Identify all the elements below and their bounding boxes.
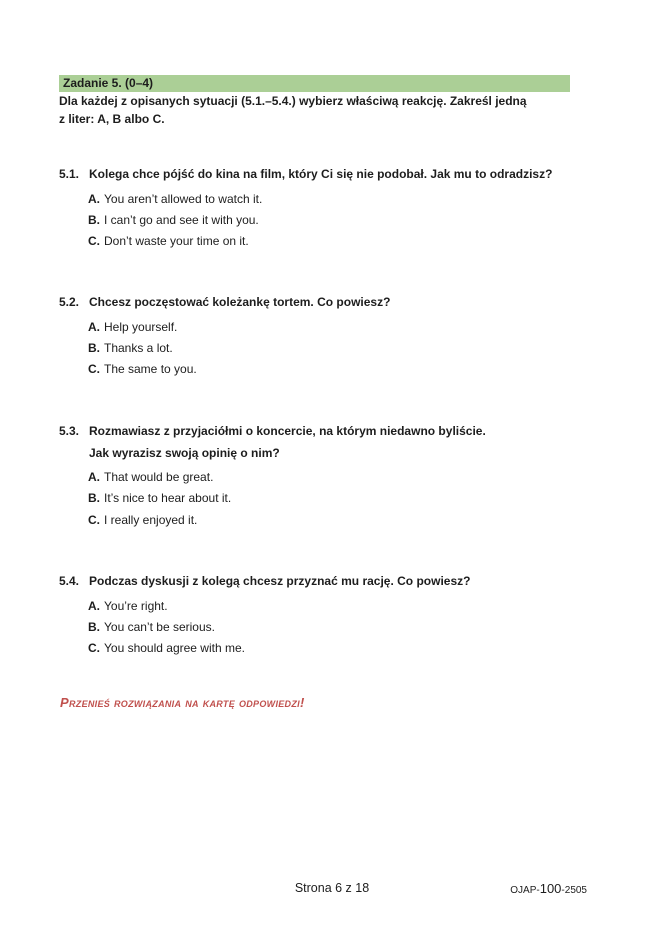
option-text: Don’t waste your time on it. <box>104 234 249 249</box>
option-letter: B. <box>88 340 100 355</box>
question-head <box>59 292 599 314</box>
option-text: You can’t be serious. <box>104 619 215 634</box>
option-text: The same to you. <box>104 362 197 377</box>
option-a <box>88 467 599 488</box>
option-text: That would be great. <box>104 470 214 484</box>
option-text: Thanks a lot. <box>104 340 173 355</box>
option-a <box>88 189 599 210</box>
question-5-3 <box>59 421 599 531</box>
page-number: Strona 6 z 18 <box>294 881 370 895</box>
question-number: 5.3. <box>59 424 80 438</box>
question-prompt <box>89 164 599 186</box>
option-b <box>88 338 599 359</box>
option-text: You’re right. <box>104 598 168 613</box>
document-code-suffix: -2505 <box>561 885 587 896</box>
question-5-2 <box>59 292 599 381</box>
question-number: 5.4. <box>59 574 80 588</box>
options-list <box>88 189 599 253</box>
document-code-prefix: OJAP- <box>510 885 540 896</box>
document-code <box>510 881 587 896</box>
option-c <box>88 231 599 252</box>
question-prompt <box>89 421 599 464</box>
instructions-line: Dla każdej z opisanych sytuacji (5.1.–5.4.) wybierz właściwą reakcję. Zakreśl jedną <box>59 94 527 108</box>
option-letter: A. <box>88 598 100 613</box>
option-c <box>88 638 599 659</box>
option-letter: A. <box>88 470 100 484</box>
question-5-1 <box>59 164 599 253</box>
question-prompt-line: Podczas dyskusji z kolegą chcesz przyznać mu rację. Co powiesz? <box>89 574 471 588</box>
option-letter: B. <box>88 491 100 506</box>
options-list <box>88 467 599 531</box>
options-list <box>88 317 599 381</box>
task-header-label: Zadanie 5. (0–4) <box>63 76 154 90</box>
option-b <box>88 210 599 231</box>
option-text: You aren’t allowed to watch it. <box>104 191 263 206</box>
option-letter: B. <box>88 619 100 634</box>
option-text: I can’t go and see it with you. <box>104 212 259 227</box>
question-prompt-line: Rozmawiasz z przyjaciółmi o koncercie, na którym niedawno byliście. <box>89 424 486 438</box>
option-text: I really enjoyed it. <box>104 512 198 527</box>
option-letter: B. <box>88 212 100 227</box>
question-head <box>59 164 599 186</box>
option-a <box>88 596 599 617</box>
question-head <box>59 571 599 593</box>
instructions-line: z liter: A, B albo C. <box>59 111 165 126</box>
option-text: Help yourself. <box>104 319 178 334</box>
option-b <box>88 488 599 509</box>
option-text: You should agree with me. <box>104 641 245 656</box>
question-prompt-line: Chcesz poczęstować koleżankę tortem. Co powiesz? <box>89 295 391 309</box>
option-letter: C. <box>88 362 100 377</box>
document-code-mid: 100 <box>539 881 562 896</box>
question-prompt <box>89 292 599 314</box>
option-text: It’s nice to hear about it. <box>104 491 232 506</box>
options-list <box>88 596 599 660</box>
question-prompt <box>89 571 599 593</box>
question-number: 5.1. <box>59 167 80 181</box>
option-c <box>88 359 599 380</box>
option-letter: A. <box>88 191 100 206</box>
option-c <box>88 510 599 531</box>
option-b <box>88 617 599 638</box>
question-number: 5.2. <box>59 295 80 309</box>
option-letter: C. <box>88 234 100 249</box>
transfer-note: Przenieś rozwiązania na kartę odpowiedzi! <box>60 695 305 710</box>
option-letter: C. <box>88 512 100 527</box>
option-letter: A. <box>88 319 100 334</box>
task-header <box>59 75 570 92</box>
task-instructions <box>59 93 579 128</box>
question-prompt-line: Jak wyrazisz swoją opinię o nim? <box>89 445 280 460</box>
question-prompt-line: Kolega chce pójść do kina na film, który Ci się nie podobał. Jak mu to odradzisz? <box>89 167 553 181</box>
option-a <box>88 317 599 338</box>
option-letter: C. <box>88 641 100 656</box>
question-head <box>59 421 599 464</box>
question-5-4 <box>59 571 599 660</box>
